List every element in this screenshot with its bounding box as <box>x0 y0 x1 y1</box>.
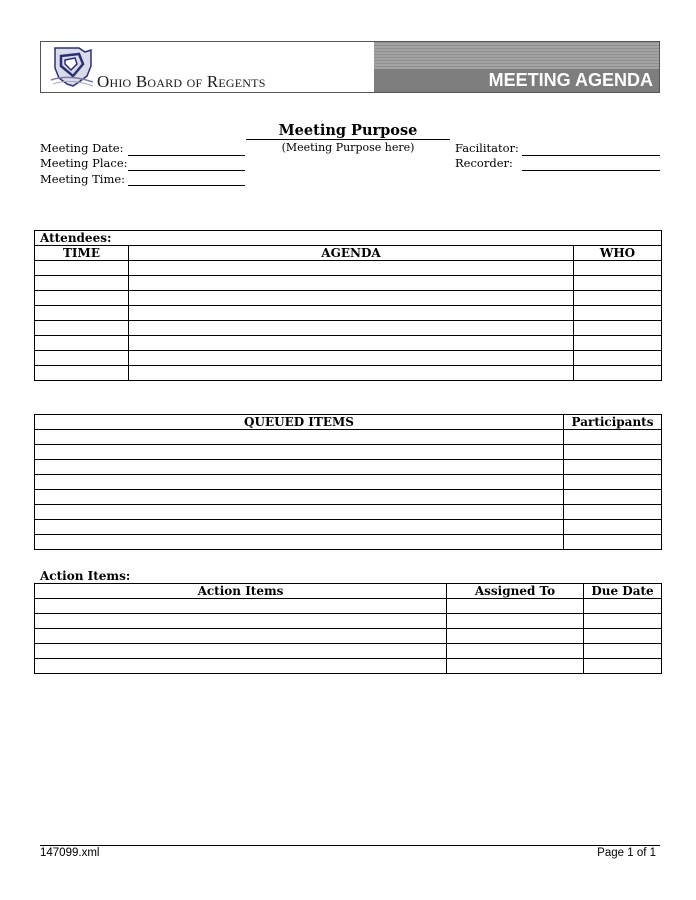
agenda-table-cell[interactable] <box>129 336 574 351</box>
action-table-row <box>35 599 662 614</box>
action-table-cell[interactable] <box>584 629 662 644</box>
agenda-table-row <box>35 366 662 381</box>
queued-table-cell[interactable] <box>35 520 564 535</box>
action-table-cell[interactable] <box>447 599 584 614</box>
organization-name: Ohio Board of Regents <box>97 72 266 91</box>
action-table-cell[interactable] <box>584 614 662 629</box>
queued-table-cell[interactable] <box>564 460 662 475</box>
queued-table-cell[interactable] <box>35 460 564 475</box>
queued-items-column-header: QUEUED ITEMS <box>35 415 564 430</box>
queued-table-cell[interactable] <box>35 430 564 445</box>
meeting-place-field[interactable] <box>128 170 245 171</box>
agenda-table-cell[interactable] <box>574 366 662 381</box>
agenda-table-cell[interactable] <box>574 321 662 336</box>
queued-table-cell[interactable] <box>564 520 662 535</box>
assigned-to-column-header: Assigned To <box>447 584 584 599</box>
attendees-label: Attendees: <box>35 231 662 246</box>
document-header <box>40 41 660 93</box>
action-rows <box>35 599 662 674</box>
queued-table-cell[interactable] <box>35 505 564 520</box>
facilitator-field[interactable] <box>522 155 660 156</box>
participants-column-header: Participants <box>564 415 662 430</box>
queued-table-cell[interactable] <box>564 490 662 505</box>
queued-table-row <box>35 430 662 445</box>
meeting-purpose-title: Meeting Purpose <box>278 122 418 139</box>
action-table-cell[interactable] <box>584 644 662 659</box>
agenda-table-cell[interactable] <box>35 291 129 306</box>
agenda-table-row <box>35 336 662 351</box>
agenda-table-row <box>35 291 662 306</box>
document-title: MEETING AGENDA <box>488 70 653 90</box>
queued-table-row <box>35 535 662 550</box>
queued-table-cell[interactable] <box>564 430 662 445</box>
action-items-table <box>34 583 662 674</box>
action-table-row <box>35 629 662 644</box>
queued-table-cell[interactable] <box>35 535 564 550</box>
agenda-table-cell[interactable] <box>35 366 129 381</box>
queued-table-cell[interactable] <box>564 505 662 520</box>
agenda-table-cell[interactable] <box>574 261 662 276</box>
queued-table-cell[interactable] <box>564 445 662 460</box>
queued-table-row <box>35 505 662 520</box>
agenda-table-cell[interactable] <box>35 261 129 276</box>
agenda-table-cell[interactable] <box>35 351 129 366</box>
due-date-column-header: Due Date <box>584 584 662 599</box>
queued-table-row <box>35 520 662 535</box>
queued-table-cell[interactable] <box>564 475 662 490</box>
agenda-table-cell[interactable] <box>35 336 129 351</box>
agenda-table-cell[interactable] <box>35 306 129 321</box>
action-table-row <box>35 644 662 659</box>
footer-filename: 147099.xml <box>40 847 100 859</box>
meeting-date-label: Meeting Date: <box>40 141 124 155</box>
agenda-table-cell[interactable] <box>129 291 574 306</box>
queued-table-row <box>35 445 662 460</box>
meeting-purpose-text[interactable]: (Meeting Purpose here) <box>281 141 415 154</box>
action-table-row <box>35 659 662 674</box>
agenda-rows <box>35 261 662 381</box>
action-table-cell[interactable] <box>35 629 447 644</box>
footer-divider <box>40 845 660 846</box>
action-table-cell[interactable] <box>35 599 447 614</box>
action-table-cell[interactable] <box>584 599 662 614</box>
agenda-table-cell[interactable] <box>129 306 574 321</box>
queued-table-cell[interactable] <box>35 475 564 490</box>
agenda-table-cell[interactable] <box>129 366 574 381</box>
meeting-place-label: Meeting Place: <box>40 156 128 170</box>
agenda-table-row <box>35 351 662 366</box>
agenda-table-cell[interactable] <box>574 306 662 321</box>
agenda-table-cell[interactable] <box>574 351 662 366</box>
who-column-header: WHO <box>574 246 662 261</box>
action-table-row <box>35 614 662 629</box>
action-table-cell[interactable] <box>35 644 447 659</box>
action-table-cell[interactable] <box>447 614 584 629</box>
agenda-table-cell[interactable] <box>129 351 574 366</box>
action-table-cell[interactable] <box>447 659 584 674</box>
agenda-table-cell[interactable] <box>129 261 574 276</box>
header-left-panel <box>41 42 374 92</box>
queued-table-cell[interactable] <box>35 445 564 460</box>
agenda-table-cell[interactable] <box>574 336 662 351</box>
recorder-label: Recorder: <box>455 156 513 170</box>
queued-rows <box>35 430 662 550</box>
agenda-table-cell[interactable] <box>35 321 129 336</box>
queued-table-row <box>35 490 662 505</box>
action-table-cell[interactable] <box>584 659 662 674</box>
agenda-column-header: AGENDA <box>129 246 574 261</box>
queued-table-row <box>35 460 662 475</box>
agenda-table-row <box>35 276 662 291</box>
recorder-field[interactable] <box>522 170 660 171</box>
queued-table-cell[interactable] <box>35 490 564 505</box>
agenda-table <box>34 230 662 381</box>
meeting-time-label: Meeting Time: <box>40 172 126 186</box>
queued-items-table <box>34 414 662 550</box>
agenda-table-cell[interactable] <box>129 276 574 291</box>
ohio-state-seal-icon <box>49 44 97 90</box>
facilitator-label: Facilitator: <box>455 141 519 155</box>
agenda-table-row <box>35 261 662 276</box>
agenda-table-row <box>35 321 662 336</box>
time-column-header: TIME <box>35 246 129 261</box>
action-table-cell[interactable] <box>35 659 447 674</box>
action-table-cell[interactable] <box>447 644 584 659</box>
action-items-section-label: Action Items: <box>40 569 131 583</box>
action-table-cell[interactable] <box>447 629 584 644</box>
header-title-panel <box>374 42 659 92</box>
agenda-table-cell[interactable] <box>35 276 129 291</box>
footer-page-number: Page 1 of 1 <box>597 847 656 859</box>
meeting-time-field[interactable] <box>128 185 245 186</box>
agenda-table-row <box>35 306 662 321</box>
queued-table-cell[interactable] <box>564 535 662 550</box>
action-items-column-header: Action Items <box>35 584 447 599</box>
agenda-table-cell[interactable] <box>574 276 662 291</box>
agenda-table-cell[interactable] <box>574 291 662 306</box>
queued-table-row <box>35 475 662 490</box>
agenda-table-cell[interactable] <box>129 321 574 336</box>
purpose-divider <box>246 139 450 140</box>
meeting-date-field[interactable] <box>128 155 245 156</box>
action-table-cell[interactable] <box>35 614 447 629</box>
